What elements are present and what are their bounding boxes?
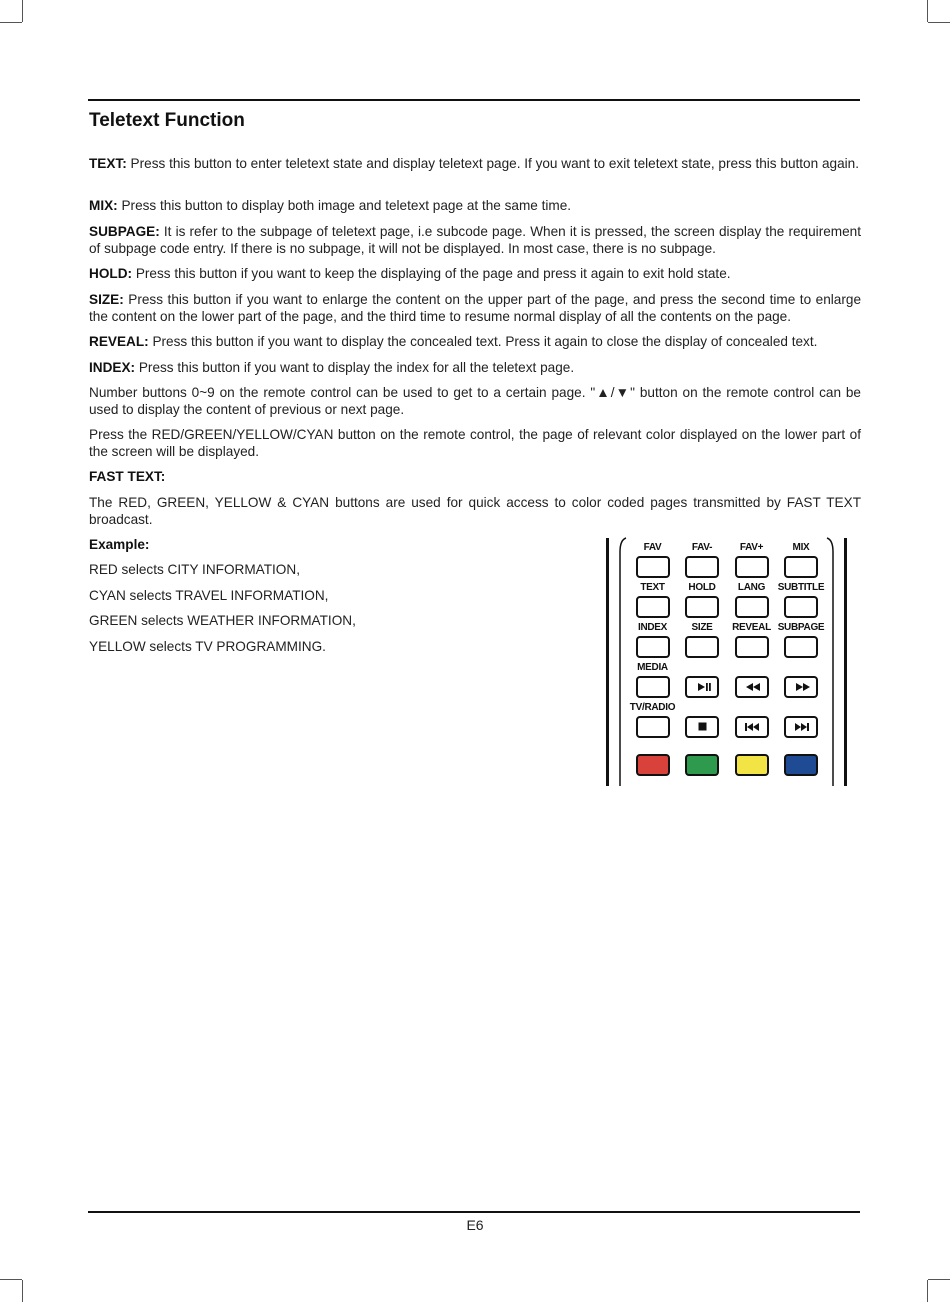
remote-control-illustration	[600, 532, 855, 792]
green-color-button	[685, 754, 719, 776]
paragraph-label: SIZE:	[89, 292, 124, 307]
paragraph-label: SUBPAGE:	[89, 224, 160, 239]
paragraph-text: Press the RED/GREEN/YELLOW/CYAN button on the remote control, the page of relevant color displayed on the lower part of the screen will be displayed.	[89, 427, 861, 459]
remote-button	[784, 556, 818, 578]
remote-button	[735, 716, 769, 738]
previous-track-icon	[737, 718, 767, 736]
stop-icon	[687, 718, 717, 736]
remote-button	[685, 716, 719, 738]
paragraph-label: HOLD:	[89, 266, 133, 281]
remote-label: MEDIA	[637, 662, 668, 673]
paragraph	[89, 265, 861, 282]
remote-label: REVEAL	[732, 622, 771, 633]
paragraph	[89, 197, 861, 214]
remote-label: FAV	[643, 542, 662, 553]
remote-label: HOLD	[688, 582, 716, 593]
paragraph-label: TEXT:	[89, 156, 127, 171]
paragraph	[89, 384, 861, 418]
example-item: CYAN selects TRAVEL INFORMATION,	[89, 587, 329, 603]
section-title: Teletext Function	[89, 110, 245, 131]
yellow-color-button	[735, 754, 769, 776]
paragraph-label: FAST TEXT:	[89, 469, 166, 484]
remote-label: TV/RADIO	[629, 702, 676, 713]
remote-button	[735, 596, 769, 618]
remote-button	[685, 676, 719, 698]
remote-button	[685, 636, 719, 658]
paragraph-label: MIX:	[89, 198, 118, 213]
remote-label: SUBTITLE	[777, 582, 825, 593]
remote-label: SIZE	[691, 622, 713, 633]
remote-label: SUBPAGE	[777, 622, 825, 633]
header-rule	[88, 99, 860, 101]
crop-mark	[0, 22, 22, 23]
blue-color-button	[784, 754, 818, 776]
footer-rule	[88, 1211, 860, 1213]
paragraph-text: The RED, GREEN, YELLOW & CYAN buttons are used for quick access to color coded pages transmitted by FAST TEXT broadcast.	[89, 495, 861, 527]
paragraph	[89, 359, 861, 376]
paragraph	[89, 426, 861, 460]
remote-button	[636, 596, 670, 618]
paragraph-text: It is refer to the subpage of teletext page, i.e subcode page. When it is pressed, the screen display the requirement of subpage code entry. If there is no subpage, it will not be displayed. In most case, there is no subpage.	[89, 224, 861, 256]
remote-button	[784, 636, 818, 658]
remote-label: FAV-	[691, 542, 713, 553]
paragraph	[89, 223, 861, 257]
paragraph-text: Press this button if you want to display the index for all the teletext page.	[135, 360, 575, 375]
example-item: GREEN selects WEATHER INFORMATION,	[89, 613, 356, 628]
paragraph-text: Press this button if you want to display the concealed text. Press it again to close the display of concealed text.	[148, 334, 818, 349]
remote-button	[735, 556, 769, 578]
paragraph	[89, 468, 861, 485]
remote-button	[735, 636, 769, 658]
remote-button	[636, 676, 670, 698]
crop-mark	[928, 1279, 950, 1280]
paragraph-text: Press this button if you want to enlarge the content on the upper part of the page, and press the second time to enlarge the content on the lower part of the page, and the third time to resume normal display of all the contents on the page.	[89, 292, 861, 324]
crop-mark	[928, 22, 950, 23]
next-track-icon	[786, 718, 816, 736]
example-item: YELLOW selects TV PROGRAMMING.	[89, 638, 326, 654]
paragraph	[89, 333, 861, 350]
crop-mark	[22, 0, 23, 22]
remote-button	[685, 596, 719, 618]
remote-button	[784, 596, 818, 618]
remote-button	[636, 636, 670, 658]
remote-button	[636, 716, 670, 738]
paragraph	[89, 155, 861, 172]
paragraph	[89, 494, 861, 528]
crop-mark	[0, 1279, 22, 1280]
remote-label: MIX	[792, 542, 810, 553]
remote-label: INDEX	[637, 622, 668, 633]
fast-forward-icon	[786, 678, 816, 696]
example-heading: Example:	[89, 537, 150, 552]
paragraph-text: Press this button to enter teletext state and display teletext page. If you want to exit teletext state, press this button again.	[126, 156, 859, 171]
rewind-icon	[737, 678, 767, 696]
crop-mark	[22, 1280, 23, 1302]
paragraph-label: INDEX:	[89, 360, 136, 375]
page-number: E6	[466, 1217, 484, 1233]
play-pause-icon	[687, 678, 717, 696]
crop-mark	[927, 0, 928, 22]
paragraph-label: REVEAL:	[89, 334, 149, 349]
example-item: RED selects CITY INFORMATION,	[89, 562, 300, 577]
crop-mark	[927, 1280, 928, 1302]
remote-label: TEXT	[640, 582, 665, 593]
remote-button	[735, 676, 769, 698]
paragraph-text: Press this button if you want to keep the displaying of the page and press it again to exit hold state.	[132, 266, 731, 281]
remote-button	[784, 676, 818, 698]
remote-label: LANG	[737, 582, 766, 593]
red-color-button	[636, 754, 670, 776]
remote-button	[685, 556, 719, 578]
remote-button	[636, 556, 670, 578]
paragraph-text: Number buttons 0~9 on the remote control can be used to get to a certain page. "▲/▼" button on the remote control can be used to display the content of previous or next page.	[89, 385, 861, 417]
paragraph	[89, 291, 861, 325]
remote-button	[784, 716, 818, 738]
remote-label: FAV+	[739, 542, 764, 553]
paragraph-text: Press this button to display both image and teletext page at the same time.	[117, 198, 572, 213]
